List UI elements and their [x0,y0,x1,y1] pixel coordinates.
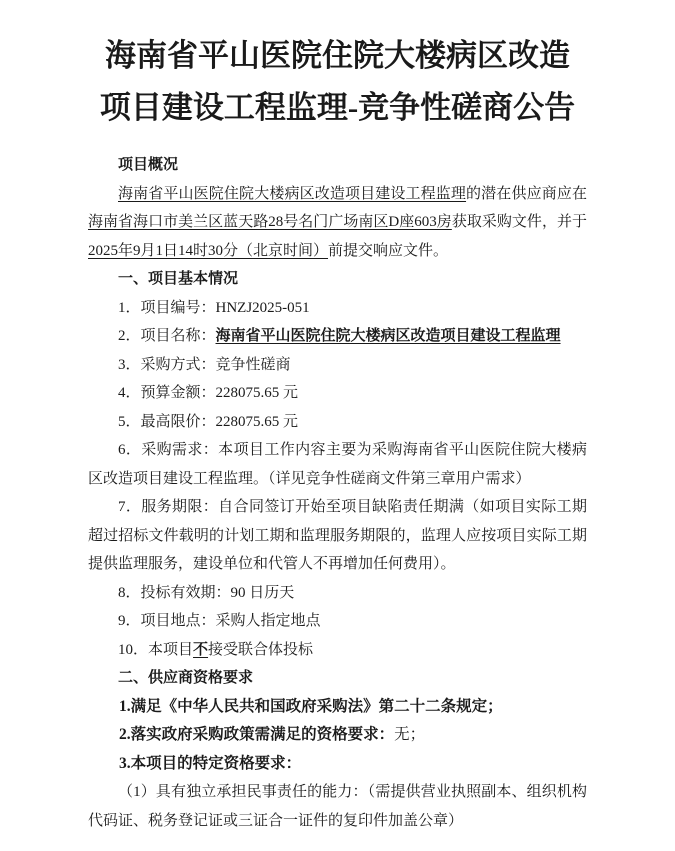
qualification-item-policy [88,721,587,750]
intro-address-underlined: 海南省海口市美兰区蓝天路28号名门广场南区D座603房 [88,214,452,230]
item-project-name-value: 海南省平山医院住院大楼病区改造项目建设工程监理 [215,328,561,344]
intro-after-address: 获取采购文件，并于 [451,214,587,230]
overview-heading: 项目概况 [118,157,179,173]
intro-project-name-underlined: 海南省平山医院住院大楼病区改造项目建设工程监理 [118,185,467,202]
intro-paragraph [88,180,587,266]
item-project-name-label: 2．项目名称： [118,328,216,344]
intro-closing: 前提交响应文件。 [328,242,449,259]
title-line-1: 海南省平山医院住院大楼病区改造 [105,38,570,73]
qualification-item-policy-value: 无； [394,726,426,743]
section2-heading: 二、供应商资格要求 [118,670,254,686]
intro-after-name: 的潜在供应商应在 [466,185,587,202]
item-project-name [88,322,587,351]
qualification-item-law: 1.满足《中华人民共和国政府采购法》第二十二条规定； [119,697,503,715]
item-bid-validity: 8．投标有效期：90 日历天 [118,584,295,601]
document-title [88,30,587,134]
intro-deadline-underlined: 2025年9月1日14时30分（北京时间） [88,242,329,259]
item-procurement-method: 3．采购方式：竞争性磋商 [118,356,291,373]
item-project-location: 9．项目地点：采购人指定地点 [118,613,321,629]
item-consortium-bidding [88,636,587,665]
document-body [88,151,587,835]
item-price-ceiling: 5．最高限价：228075.65 元 [118,413,299,430]
qualification-sub-civil-liability: （1）具有独立承担民事责任的能力：（需提供营业执照副本、组织机构代码证、税务登记证或三证合一证件的复印件加盖公章） [88,784,587,829]
item-service-period: 7．服务期限：自合同签订开始至项目缺陷责任期满（如项目实际工期超过招标文件载明的计划工期和监理服务期限的，监理人应按项目实际工期提供监理服务，建设单位和代管人不再增加任何费用）。 [88,499,587,572]
qualification-item-policy-label: 2.落实政府采购政策需满足的资格要求： [119,726,395,743]
item-consortium-post: 接受联合体投标 [208,641,314,658]
item-budget-amount: 4．预算金额：228075.65 元 [118,385,299,401]
item-procurement-requirements: 6．采购需求：本项目工作内容主要为采购海南省平山医院住院大楼病区改造项目建设工程监理。（详见竞争性磋商文件第三章用户需求） [88,442,587,487]
item-consortium-pre: 10．本项目 [118,641,194,658]
qualification-item-specific: 3.本项目的特定资格要求： [119,754,302,772]
item-project-number: 1．项目编号：HNZJ2025-051 [118,299,310,316]
section1-heading: 一、项目基本情况 [118,271,239,287]
title-line-2: 项目建设工程监理-竞争性磋商公告 [99,90,576,125]
item-consortium-not-emphasis: 不 [193,641,209,658]
